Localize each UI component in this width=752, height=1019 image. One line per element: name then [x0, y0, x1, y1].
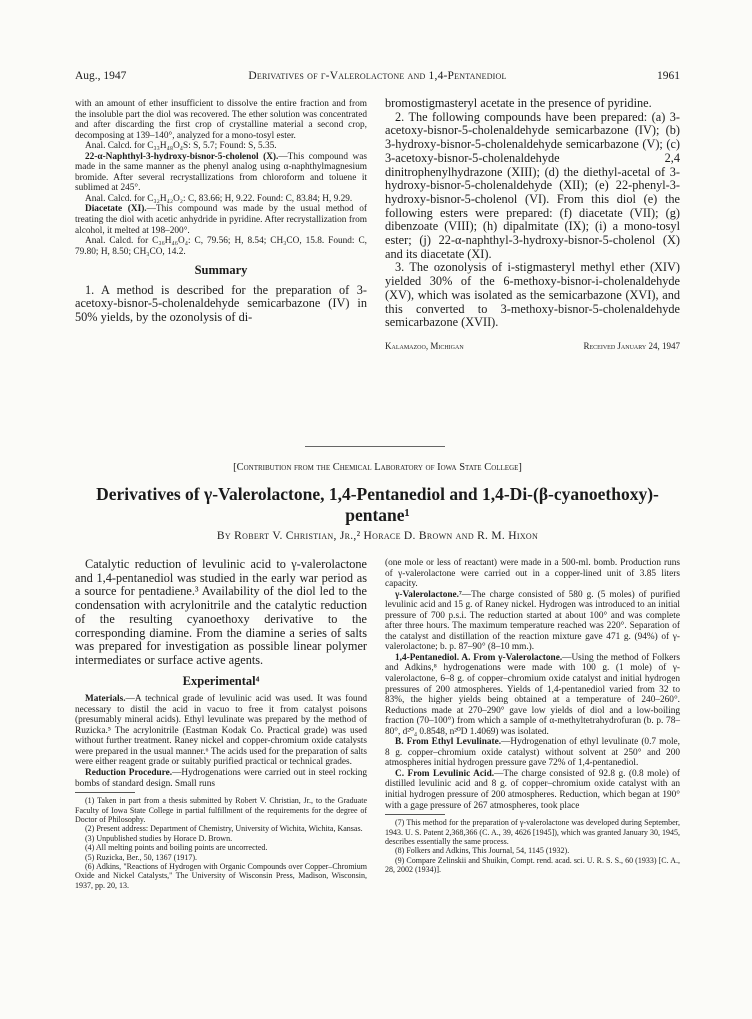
- running-title: Derivatives of γ-Valerolactone and 1,4-Pentanediol: [248, 70, 507, 82]
- summary-text: bromostigmasteryl acetate in the presence of pyridine.: [385, 96, 652, 110]
- analysis-line: Anal. Calcd. for C₃₂H₄₂O₂: C, 83.66; H, 9.22. Found: C, 83.84; H, 9.29.: [85, 193, 353, 204]
- signature-line: [385, 340, 680, 354]
- summary-item: 3. The ozonolysis of i-stigmasteryl methyl ether (XIV) yielded 30% of the 6-methoxy-bisnor-i-cholenaldehyde (XV), which was isolated as the semicarbazone (XVI), and this converted to 3-methoxy-bisnor-5-cholenaldehyde semicarbazone (XVII).: [385, 260, 680, 330]
- prev-article-left-column: [75, 99, 367, 325]
- compound-heading: Diacetate (XI).: [85, 204, 147, 215]
- paragraph-body: —The charge consisted of 580 g. (5 moles) of purified levulinic acid and 15 g. of Raney nickel. Hydrogen was introduced to an initial pressure of 700 p.s.i. The reduction started at about 100° and was complete after three hours. The maximum temperature reached was 220°. Separation of the catalyst and distillation of the reaction mixture gave 471 g. (94%) of γ-valerolactone; b. p. 87–90° (8–10 mm.).: [385, 589, 680, 653]
- page-number: 1961: [657, 70, 680, 82]
- paragraph: [75, 768, 367, 789]
- paragraph: with an amount of ether insufficient to dissolve the entire fraction and from the insoluble part the diol was recovered. The ether solution was concentrated and after discarding the first crop of crystalline material a second crop, decomposing at 139–140°, analyzed for a mono-tosyl ester.: [75, 99, 367, 141]
- paragraph-body: —Hydrogenation of ethyl levulinate (0.7 mole, 8 g. copper–chromium oxide catalyst) without solvent at 250° and 200 atmospheres initial hydrogen pressure gave 72% of 1,4-pentanediol.: [385, 737, 680, 769]
- footnote: (3) Unpublished studies by Horace D. Brown.: [85, 833, 233, 843]
- footnote: (6) Adkins, "Reactions of Hydrogen with Organic Compounds over Copper–Chromium Oxide and Nickel Catalysts," The University of Wisconsin Press, Madison, Wisconsin, 1937, pp. 20, 13.: [75, 861, 367, 890]
- paragraph: [385, 737, 680, 769]
- byline: By Robert V. Christian, Jr.,² Horace D. Brown and R. M. Hixon: [216, 530, 539, 542]
- section-heading: C. From Levulinic Acid.: [395, 768, 495, 779]
- compound-heading: 22-α-Naphthyl-3-hydroxy-bisnor-5-cholenol (X).: [85, 151, 279, 162]
- section-heading: B. From Ethyl Levulinate.: [395, 737, 502, 748]
- issue-date: Aug., 1947: [75, 70, 127, 82]
- paragraph: [75, 152, 367, 194]
- running-header: [75, 70, 680, 84]
- divider: [305, 446, 445, 447]
- article-right-column: [385, 558, 680, 875]
- paragraph-body: —The charge consisted of 92.8 g. (0.8 mole) of distilled levulinic acid and 8 g. of copper–chromium oxide catalyst with an initial hydrogen pressure of 200 atmospheres. Reduction, which began at 190° with a gage pressure of 267 atmospheres, took place: [385, 768, 681, 811]
- paragraph: [75, 694, 367, 768]
- section-heading: Materials.: [85, 694, 126, 705]
- paragraph-body: —A technical grade of levulinic acid was used. It was found necessary to distil the acid in vacuo to free it from catalyst poisons (presumably mineral acids). Ethyl levulinate was prepared by the method of Ruzicka.⁵ The acrylonitrile (Eastman Kodak Co. Practical grade) was used without further treatment. Raney nickel and copper-chromium oxide catalysts were prepared in the usual manner.⁶ The acids used for the preparation of salts were either reagent grade or suitably purified practical or technical grades.: [75, 694, 367, 768]
- experimental-heading: Experimental⁴: [182, 673, 260, 688]
- paragraph-body: —Hydrogenations were carried out in steel rocking bombs of standard design. Small runs: [75, 768, 368, 789]
- prev-article-right-column: [385, 97, 680, 354]
- paragraph: (one mole or less of reactant) were made in a 500-ml. bomb. Production runs of γ-valerolactone were carried out in a copper-lined unit of 3.85 liters capacity.: [385, 558, 680, 590]
- received-date: Received January 24, 1947: [583, 340, 680, 351]
- paragraph-body: —Using the method of Folkers and Adkins,⁸ hydrogenations were made with 100 g. (1 mole) of γ-valerolactone, 6–8 g. of copper–chromium oxide catalyst and initial hydrogen pressures of 200 atmospheres. Yields of 1,4-pentanediol varied from 32 to 83%, the higher yields being obtained at a temperature of 240–260°. Reductions made at 270–290° gave low yields of diol and a low-boiling fraction (70–100°) from which a sample of α-methyltetrahydrofuran (b. p. 78–80°, d²⁰₄ 0.8548, n²⁰D 1.4069) was isolated.: [385, 652, 680, 737]
- location: Kalamazoo, Michigan: [385, 340, 464, 351]
- summary-heading: Summary: [194, 263, 248, 278]
- section-heading: 1,4-Pentanediol. A. From γ-Valerolactone.: [395, 652, 563, 663]
- article-left-column: [75, 558, 367, 890]
- title-line-2: pentane¹: [345, 505, 410, 525]
- footnotes: [385, 818, 680, 874]
- footnote: (5) Ruzicka, Ber., 50, 1367 (1917).: [85, 852, 197, 862]
- intro-paragraph: Catalytic reduction of levulinic acid to γ-valerolactone and 1,4-pentanediol was studied in the early war period as a source for pentadiene.³ Availability of the diol led to the condensation with acrylonitrile and the catalytic reduction of the resulting cyanoethoxy derivative to the corresponding diamine. From the diamine a series of salts was prepared for investigation as possible linear polymer intermediates or surface active agents.: [75, 557, 367, 667]
- paragraph: [385, 769, 680, 811]
- summary-item: 1. A method is described for the preparation of 3-acetoxy-bisnor-5-cholenaldehyde semicarbazone (IV) in 50% yields, by the ozonolysis of di-: [75, 282, 367, 325]
- footnote: (8) Folkers and Adkins, This Journal, 54, 1145 (1932).: [395, 846, 570, 856]
- footnote: (1) Taken in part from a thesis submitted by Robert V. Christian, Jr., to the Graduate Faculty of Iowa State College in partial fulfillment of the requirements for the degree of Doctor of Philosophy.: [75, 796, 367, 824]
- paragraph: [385, 590, 680, 653]
- summary-item: 2. The following compounds have been prepared: (a) 3-acetoxy-bisnor-5-cholenaldehyde semicarbazone (IV); (b) 3-hydroxy-bisnor-5-cholenaldehyde semicarbazone (V); (c) 3-acetoxy-bisnor-5-cholenaldehyde 2,4 dinitrophenylhydrazone (XIII); (d) the diethyl-acetal of 3-hydroxy-bisnor-5-cholenaldehyde (XII); (e) 22-phenyl-3-hydroxy-bisnor-5-cholenol (VI). From this diol (e) the following esters were prepared: (f) diacetate (VII); (g) dibenzoate (VIII); (h) dipalmitate (IX); (i) a mono-tosyl ester; (j) 22-α-naphthyl-3-hydroxy-bisnor-5-cholenol (X) and its diacetate (XI).: [385, 109, 680, 261]
- paragraph-body: —This compound was made in the same manner as the phenyl analog using α-naphthylmagnesium bromide. After several recrystallizations from chloroform and toluene it sublimed at 245°.: [75, 151, 367, 194]
- paragraph-body: —This compound was made by the usual method of treating the diol with acetic anhydride in pyridine. After recrystallization from alcohol, it melted at 198–200°.: [75, 204, 368, 236]
- footnote: (4) All melting points and boiling points are uncorrected.: [85, 843, 268, 853]
- footnotes: [75, 796, 367, 890]
- section-heading: Reduction Procedure.: [85, 768, 173, 778]
- footnote-rule: [385, 814, 445, 815]
- section-heading: γ-Valerolactone.⁷: [395, 589, 462, 600]
- footnote: (2) Present address: Department of Chemistry, University of Wichita, Wichita, Kansas.: [85, 824, 363, 834]
- title-line-1: Derivatives of γ-Valerolactone, 1,4-Pentanediol and 1,4-Di-(β-cyanoethoxy)-: [96, 484, 659, 504]
- paragraph: [385, 653, 680, 737]
- analysis-line: Anal. Calcd. for C₃₆H₄₆O₄: C, 79.56; H, 8.54; CH₃CO, 15.8. Found: C, 79.80; H, 8.50; CH₃CO, 14.2.: [75, 236, 367, 257]
- article-title: [75, 484, 680, 526]
- contribution-line: [Contribution from the Chemical Laboratory of Iowa State College]: [233, 462, 522, 473]
- footnote-rule: [75, 792, 135, 793]
- footnote: (7) This method for the preparation of γ-valerolactone was developed during September, 1943. U. S. Patent 2,368,366 (C. A., 39, 4626 [1945]), which was granted January 30, 1945, describes essentially the same process.: [385, 818, 680, 846]
- footnote: (9) Compare Zelinskii and Shuikin, Compt. rend. acad. sci. U. R. S. S., 60 (1933) [C. A., 28, 2002 (1934)].: [385, 855, 680, 875]
- analysis-line: Anal. Calcd. for C₃₃H₄₈O₄S: S, 5.7; Found: S, 5.35.: [85, 141, 277, 152]
- paragraph: [75, 204, 367, 236]
